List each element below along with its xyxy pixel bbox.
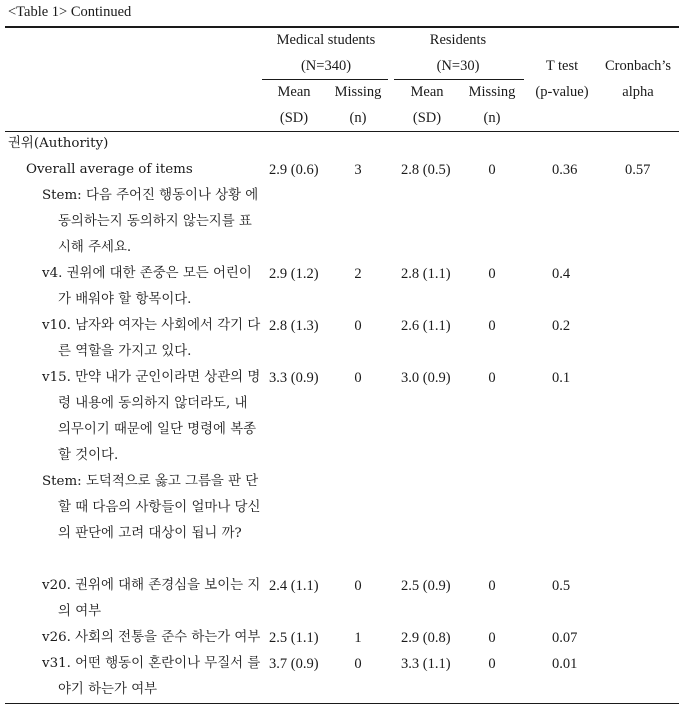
med-missing-cell: 0 <box>354 578 362 594</box>
res-mean-cell: 2.5 (0.9) <box>401 578 451 594</box>
med-mean-cell: 3.3 (0.9) <box>269 370 319 386</box>
res-missing-cell: 0 <box>488 578 496 594</box>
med-missing-cell: 3 <box>354 162 362 178</box>
res-mean-cell: 3.0 (0.9) <box>401 370 451 386</box>
stem-text: Stem: 다음 주어진 행동이나 상황 에 동의하는지 동의하지 않는지를 표시해 주세요. <box>42 188 259 255</box>
res-mean-cell: 3.3 (1.1) <box>401 656 451 672</box>
pvalue-cell: 0.07 <box>552 630 578 646</box>
header-pvalue: (p-value) <box>535 84 589 100</box>
header-residents: Residents <box>429 32 487 48</box>
pvalue-cell: 0.36 <box>552 162 578 178</box>
alpha-cell: 0.57 <box>625 162 651 178</box>
header-med-mean: Mean (SD) <box>277 84 311 126</box>
res-mean-cell: 2.8 (0.5) <box>401 162 451 178</box>
header-cronbach: Cronbach’s <box>604 58 672 74</box>
table-row-label: v31. 어떤 행동이 혼란이나 무질서 를 야기 하는가 여부 <box>42 656 261 697</box>
table-caption: <Table 1> Continued <box>8 4 132 20</box>
header-res-missing: Missing (n) <box>468 84 516 126</box>
med-missing-cell: 2 <box>354 266 362 282</box>
table-row-label: v4. 권위에 대한 존중은 모든 어린이 가 배워야 할 항목이다. <box>42 266 252 307</box>
header-ttest: T test <box>545 58 579 74</box>
res-mean-cell: 2.8 (1.1) <box>401 266 451 282</box>
res-missing-cell: 0 <box>488 370 496 386</box>
med-mean-cell: 3.7 (0.9) <box>269 656 319 672</box>
stem-text: Stem: 도덕적으로 옳고 그름을 판 단할 때 다음의 사항들이 얼마나 당신의 판단에 고려 대상이 됩니 까? <box>42 474 261 541</box>
table-row-label: v20. 권위에 대해 존경심을 보이는 지의 여부 <box>42 578 261 619</box>
table-row-label: v10. 남자와 여자는 사회에서 각기 다른 역할을 가지고 있다. <box>42 318 261 359</box>
med-missing-cell: 1 <box>354 630 362 646</box>
table-row-label: Overall average of items <box>26 162 193 177</box>
med-mean-cell: 2.8 (1.3) <box>269 318 319 334</box>
pvalue-cell: 0.5 <box>552 578 571 594</box>
pvalue-cell: 0.4 <box>552 266 571 282</box>
header-res-mean: Mean (SD) <box>410 84 444 126</box>
header-alpha: alpha <box>622 84 654 100</box>
med-mean-cell: 2.9 (1.2) <box>269 266 319 282</box>
header-residents-n: (N=30) <box>436 58 480 74</box>
res-missing-cell: 0 <box>488 162 496 178</box>
res-mean-cell: 2.6 (1.1) <box>401 318 451 334</box>
med-missing-cell: 0 <box>354 370 362 386</box>
header-medical-n: (N=340) <box>300 58 352 74</box>
res-missing-cell: 0 <box>488 266 496 282</box>
med-mean-cell: 2.4 (1.1) <box>269 578 319 594</box>
bottom-rule <box>5 703 679 704</box>
pvalue-cell: 0.2 <box>552 318 571 334</box>
res-missing-cell: 0 <box>488 630 496 646</box>
header-med-missing: Missing (n) <box>334 84 382 126</box>
med-mean-cell: 2.5 (1.1) <box>269 630 319 646</box>
table-row-label: v26. 사회의 전통을 준수 하는가 여부 <box>42 630 261 645</box>
res-mean-cell: 2.9 (0.8) <box>401 630 451 646</box>
res-missing-cell: 0 <box>488 656 496 672</box>
med-mean-cell: 2.9 (0.6) <box>269 162 319 178</box>
pvalue-cell: 0.1 <box>552 370 571 386</box>
table-row-label: v15. 만약 내가 군인이라면 상관의 명령 내용에 동의하지 않더라도, 내 의무이기 때문에 일단 명령에 복종할 것이다. <box>42 370 261 463</box>
pvalue-cell: 0.01 <box>552 656 578 672</box>
section-heading: 권위(Authority) <box>8 136 109 151</box>
med-missing-cell: 0 <box>354 318 362 334</box>
med-missing-cell: 0 <box>354 656 362 672</box>
header-medical-students: Medical students <box>276 32 376 48</box>
res-missing-cell: 0 <box>488 318 496 334</box>
